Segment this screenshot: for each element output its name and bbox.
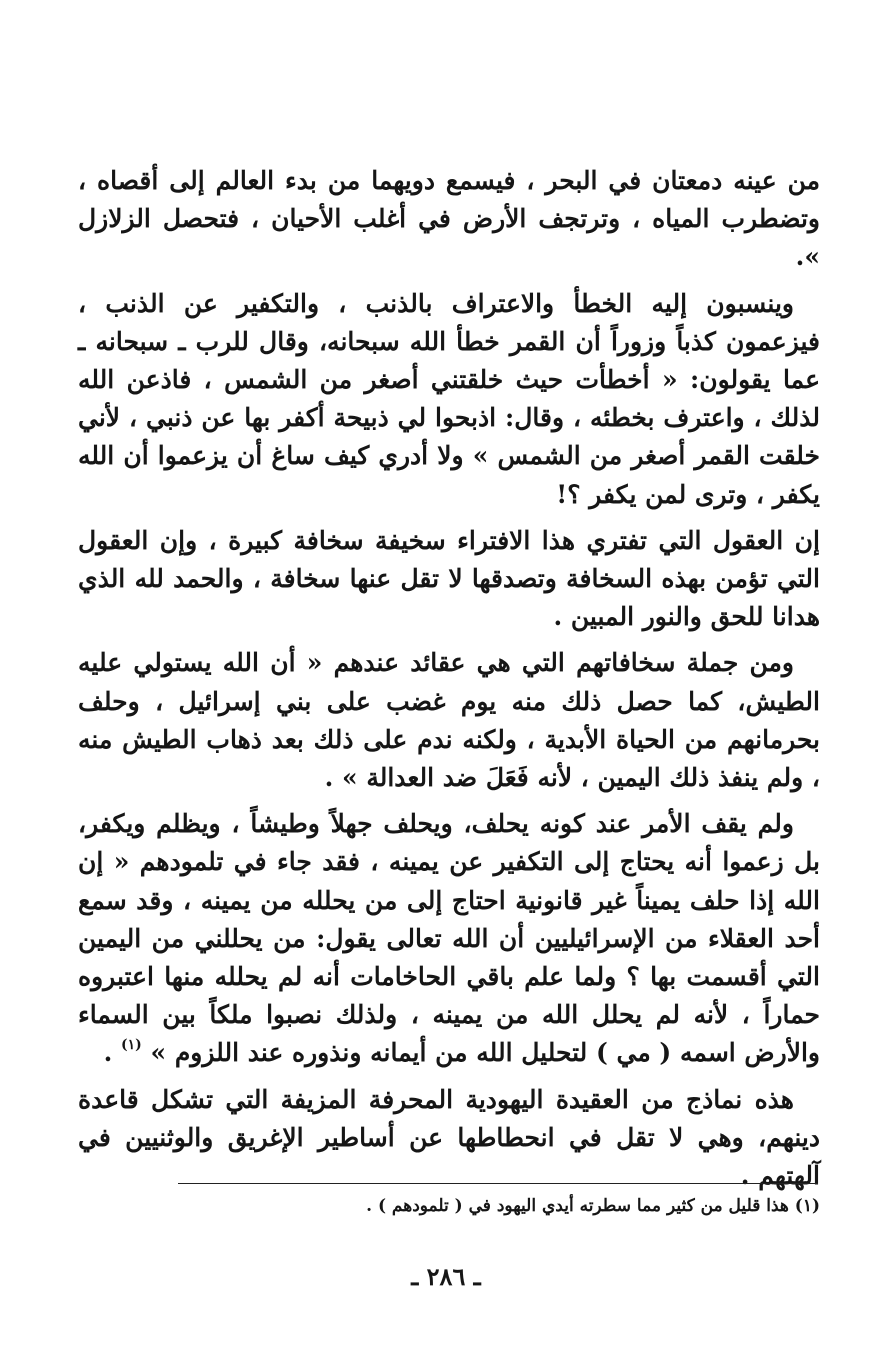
page-number: ـ ٢٨٦ ـ	[411, 1262, 481, 1291]
paragraph-5-end: .	[103, 1038, 121, 1068]
paragraph-1: من عينه دمعتان في البحر ، فيسمع دويهما من بدء العالم إلى أقصاه ، وتضطرب المياه ، وترتجف الأرض في أغلب الأحيان ، فتحصل الزلازل ».	[78, 166, 820, 272]
body-text	[78, 162, 820, 1203]
paragraph-4: ومن جملة سخافاتهم التي هي عقائد عندهم « أن الله يستولي عليه الطيش، كما حصل ذلك منه يوم غضب على بني إسرائيل ، وحلف بحرمانهم من الحياة الأبدية ، ولكنه ندم على ذلك بعد ذهاب الطيش منه ، ولم ينفذ ذلك اليمين ، لأنه فَعَلَ ضد العدالة » .	[78, 648, 820, 793]
paragraph-6: هذه نماذج من العقيدة اليهودية المحرفة المزيفة التي تشكل قاعدة دينهم، وهي لا تقل في انحطاطها عن أساطير الإغريق والوثنيين في آلهتهم .	[78, 1084, 820, 1191]
paragraph-5	[78, 805, 820, 1072]
paragraph-3: إن العقول التي تفتري هذا الافتراء سخيفة سخافة كبيرة ، وإن العقول التي تؤمن بهذه السخافة وتصدقها لا تقل عنها سخافة ، والحمد لله الذي هدانا للحق والنور المبين .	[78, 525, 820, 632]
footnote: (١) هذا قليل من كثير مما سطرته أيدي اليهود في ( تلمودهم ) .	[366, 1196, 820, 1216]
paragraph-5-text: ولم يقف الأمر عند كونه يحلف، ويحلف جهلاً وطيشاً ، ويظلم ويكفر، بل زعموا أنه يحتاج إلى التكفير عن يمينه ، فقد جاء في تلمودهم « إن الله إذا حلف يميناً غير قانونية احتاج إلى من يحلله من يمينه ، وقد سمع أحد العقلاء من الإسرائيليين أن الله تعالى يقول: من يحللني من اليمين التي أقسمت بها ؟ ولما علم باقي الحاخامات أنه لم يحلله منها اعتبروه حماراً ، لأنه لم يحلل الله من يمينه ، ولذلك نصبوا ملكاً بين السماء والأرض اسمه ( مي ) لتحليل الله من أيمانه ونذوره عند اللزوم »	[78, 809, 820, 1068]
footnote-reference[interactable]: (١)	[121, 1037, 142, 1054]
footnote-divider	[178, 1183, 818, 1184]
paragraph-2: وينسبون إليه الخطأ والاعتراف بالذنب ، والتكفير عن الذنب ، فيزعمون كذباً وزوراً أن القمر خطأ الله سبحانه، وقال للرب ـ سبحانه ـ عما يقولون: « أخطأت حيث خلقتني أصغر من الشمس ، فاذعن الله لذلك ، واعترف بخطئه ، وقال: اذبحوا لي ذبيحة أكفر بها عن ذنبي ، لأني خلقت القمر أصغر من الشمس » ولا أدري كيف ساغ أن يزعموا أن الله يكفر ، وترى لمن يكفر ؟!	[78, 288, 820, 509]
